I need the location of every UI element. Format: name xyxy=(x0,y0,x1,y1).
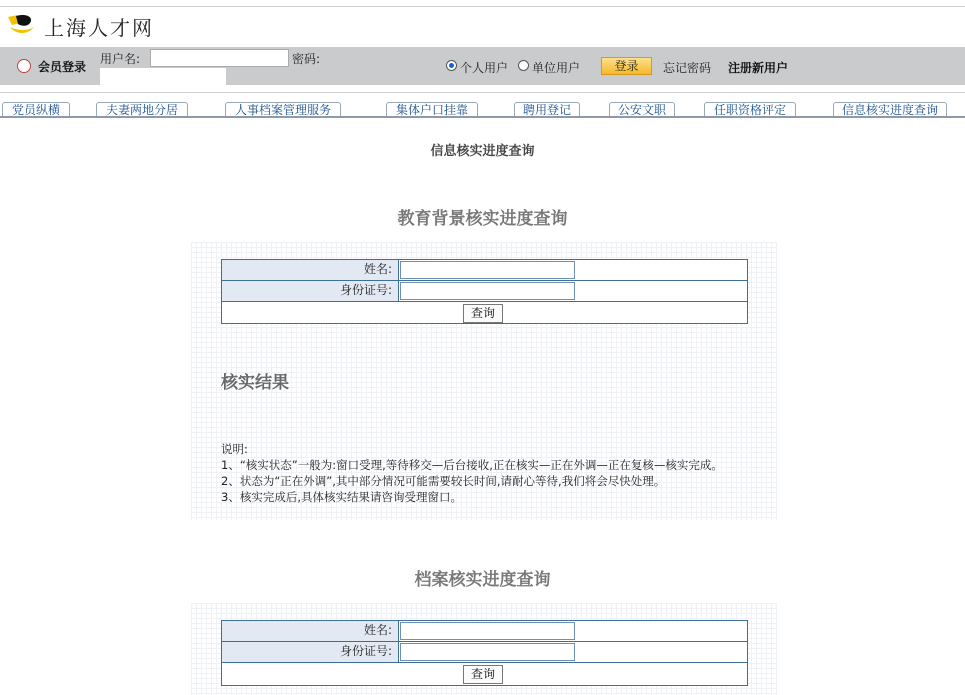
archive-name-label: 姓名: xyxy=(222,621,399,641)
note-item: 3、核实完成后,具体核实结果请咨询受理窗口。 xyxy=(221,490,462,504)
tab-couple-separation[interactable]: 夫妻两地分居 xyxy=(96,102,188,116)
archive-query-table xyxy=(221,620,748,686)
page-title: 信息核实进度查询 xyxy=(430,144,535,159)
archive-query-button[interactable]: 查询 xyxy=(463,665,503,684)
company-user-radio[interactable] xyxy=(518,60,529,71)
education-id-input[interactable] xyxy=(400,282,575,300)
personal-user-radio[interactable] xyxy=(446,60,457,71)
archive-id-label: 身份证号: xyxy=(222,642,399,662)
password-input[interactable] xyxy=(100,68,226,86)
education-query-table xyxy=(221,259,748,324)
education-id-label: 身份证号: xyxy=(222,281,399,301)
archive-name-row xyxy=(222,621,747,642)
tab-verification-progress[interactable]: 信息核实进度查询 xyxy=(833,102,947,116)
tab-personnel-archives[interactable]: 人事档案管理服务 xyxy=(225,102,341,116)
forgot-password-link[interactable]: 忘记密码 xyxy=(663,61,712,75)
tab-party-members[interactable]: 党员纵横 xyxy=(2,102,70,116)
archive-section-title: 档案核实进度查询 xyxy=(414,570,551,590)
member-icon xyxy=(17,59,31,73)
education-query-button[interactable]: 查询 xyxy=(463,304,503,323)
register-link[interactable]: 注册新用户 xyxy=(728,61,789,75)
archive-name-input[interactable] xyxy=(400,622,575,640)
education-name-row xyxy=(222,260,747,281)
tab-police-civil[interactable]: 公安文职 xyxy=(609,102,675,116)
education-name-label: 姓名: xyxy=(222,260,399,280)
archive-id-row xyxy=(222,642,747,663)
member-login-label: 会员登录 xyxy=(38,60,87,74)
logo-icon xyxy=(6,13,36,35)
site-name[interactable]: 上海人才网 xyxy=(44,16,154,40)
notes-heading: 说明: xyxy=(221,442,248,456)
personal-user-label: 个人用户 xyxy=(460,61,509,75)
tab-employment-registration[interactable]: 聘用登记 xyxy=(514,102,580,116)
company-user-label: 单位用户 xyxy=(532,61,581,75)
login-button[interactable]: 登录 xyxy=(601,57,652,75)
archive-id-input[interactable] xyxy=(400,643,575,661)
tab-collective-household[interactable]: 集体户口挂靠 xyxy=(386,102,478,116)
verification-result-title: 核实结果 xyxy=(221,373,289,393)
education-name-input[interactable] xyxy=(400,261,575,279)
note-item: 1、“核实状态”一般为:窗口受理,等待移交—后台接收,正在核实—正在外调—正在复核—核实完成。 xyxy=(221,458,723,472)
notes-block xyxy=(221,441,753,505)
note-item: 2、状态为“正在外调”,其中部分情况可能需要较长时间,请耐心等待,我们将会尽快处理。 xyxy=(221,474,666,488)
tab-qualification[interactable]: 任职资格评定 xyxy=(704,102,796,116)
nav-base-line xyxy=(0,116,965,118)
education-section-title: 教育背景核实进度查询 xyxy=(397,209,568,229)
education-id-row xyxy=(222,281,747,302)
top-divider xyxy=(0,6,965,7)
password-label: 密码: xyxy=(292,52,321,66)
username-label: 用户名: xyxy=(100,52,141,66)
username-input[interactable] xyxy=(150,49,289,67)
nav-top-line xyxy=(0,92,965,93)
